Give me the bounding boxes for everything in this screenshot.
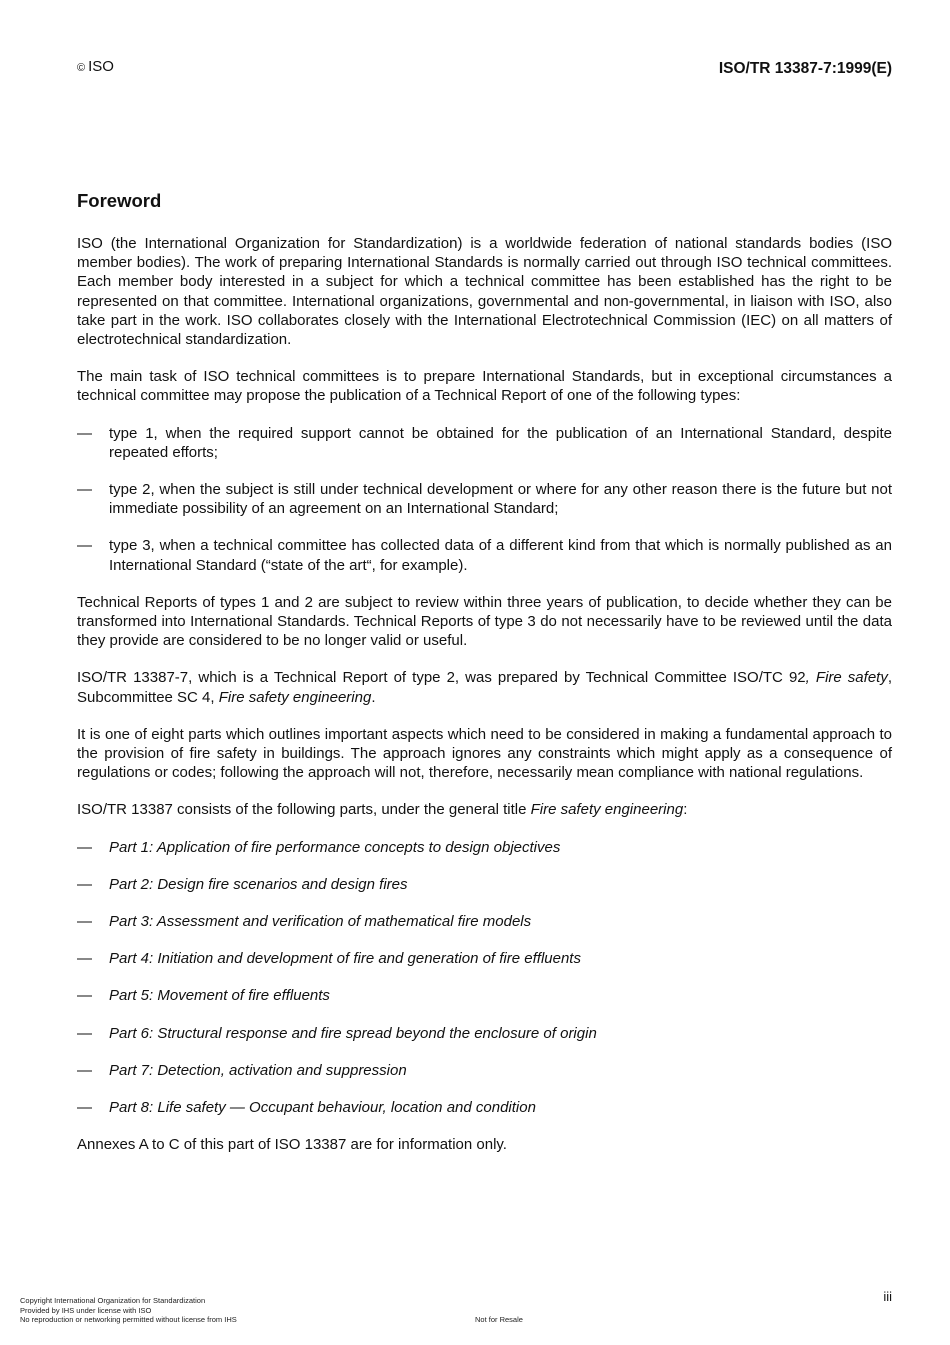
list-item-text: type 3, when a technical committee has collected data of a different kind from that which is normally published as an International Standard (“state of the art“, for example). [109, 537, 892, 574]
dash-bullet: — [77, 1099, 92, 1117]
paragraph-review: Technical Reports of types 1 and 2 are subject to review within three years of publication, to decide whether they can be transformed into International Standards. Technical Reports of type 3 do not necessarily have to be reviewed until the data they provide are considered to be no longer valid or useful. [77, 593, 892, 650]
header-copyright [77, 58, 114, 75]
list-item-part-2 [77, 875, 892, 894]
footer-not-for-resale: Not for Resale [475, 1315, 523, 1324]
list-item-type-3 [77, 536, 892, 574]
paragraph-parts-intro [77, 800, 892, 819]
dash-bullet: — [77, 987, 92, 1005]
period: . [371, 688, 376, 706]
dash-bullet: — [77, 950, 92, 968]
list-item-type-2 [77, 480, 892, 518]
list-item-type-1 [77, 424, 892, 462]
list-item-text: Part 5: Movement of fire effluents [109, 987, 330, 1005]
list-item-text: type 1, when the required support cannot be obtained for the publication of an International Standard, despite repeated efforts; [109, 424, 892, 461]
list-item-part-6 [77, 1024, 892, 1043]
subcommittee-title: Fire safety engineering [218, 688, 372, 706]
paragraph-intro: ISO (the International Organization for Standardization) is a worldwide federation of national standards bodies (ISO member bodies). The work of preparing International Standards is normally carried out through ISO technical committees. Each member body interested in a subject for which a technical committee has been established has the right to be represented on that committee. International organizations, governmental and non-governmental, in liaison with ISO, also take part in the work. ISO collaborates closely with the International Electrotechnical Commission (IEC) on all matters of electrotechnical standardization. [77, 235, 892, 349]
general-title: Fire safety engineering [530, 801, 684, 819]
prepared-by-text: ISO/TR 13387-7, which is a Technical Report of type 2, was prepared by Technical Committee ISO/TC 92 [77, 669, 806, 687]
foreword-body [77, 234, 892, 1173]
paragraph-scope: It is one of eight parts which outlines important aspects which need to be considered in making a fundamental approach to the provision of fire safety in buildings. The approach ignores any constraints which might apply as a consequence of regulations or codes; following the approach will not, therefore, necessarily mean compliance with national regulations. [77, 725, 892, 782]
dash-bullet: — [77, 1061, 92, 1079]
footer-line: Copyright International Organization for Standardization [20, 1296, 206, 1305]
list-item-text: Part 1: Application of fire performance concepts to design objectives [109, 838, 561, 856]
footer-license [20, 1296, 237, 1325]
committee-title: , Fire safety [805, 669, 888, 687]
list-item-text: Part 2: Design fire scenarios and design fires [109, 875, 408, 893]
paragraph-prepared-by [77, 668, 892, 706]
footer-line: No reproduction or networking permitted without license from IHS [20, 1315, 237, 1324]
dash-bullet: — [77, 838, 92, 856]
list-item-part-1 [77, 838, 892, 857]
footer-line: Provided by IHS under license with ISO [20, 1305, 152, 1315]
list-item-part-4 [77, 949, 892, 968]
dash-bullet: — [77, 913, 92, 931]
dash-bullet: — [77, 537, 92, 555]
list-item-text: Part 8: Life safety — Occupant behaviour, location and condition [109, 1099, 536, 1117]
list-item-text: Part 3: Assessment and verification of mathematical fire models [109, 913, 532, 931]
list-item-text: Part 6: Structural response and fire spread beyond the enclosure of origin [109, 1024, 597, 1042]
list-item-text: Part 4: Initiation and development of fire and generation of fire effluents [109, 950, 581, 968]
subcommittee-text: , Subcommittee SC 4, [77, 669, 893, 706]
paragraph-annexes: Annexes A to C of this part of ISO 13387 are for information only. [77, 1136, 507, 1154]
dash-bullet: — [77, 875, 92, 893]
list-item-part-7 [77, 1061, 892, 1080]
parts-intro-text: ISO/TR 13387 consists of the following parts, under the general title [77, 801, 531, 819]
header-org: ISO [88, 58, 114, 75]
list-item-part-3 [77, 912, 892, 931]
list-item-text: Part 7: Detection, activation and suppression [109, 1061, 407, 1079]
list-item-part-8 [77, 1098, 892, 1117]
copyright-symbol: © [77, 62, 86, 74]
dash-bullet: — [77, 481, 92, 499]
header-doc-id: ISO/TR 13387-7:1999(E) [718, 60, 892, 77]
colon: : [683, 801, 688, 819]
list-item-part-5 [77, 986, 892, 1005]
dash-bullet: — [77, 1024, 92, 1042]
dash-bullet: — [77, 424, 92, 442]
page-number: iii [883, 1289, 892, 1304]
paragraph-main-task: The main task of ISO technical committees is to prepare International Standards, but in exceptional circumstances a technical committee may propose the publication of a Technical Report of one of the following types: [77, 368, 892, 405]
list-item-text: type 2, when the subject is still under technical development or where for any other reason there is the future but not immediate possibility of an agreement on an International Standard; [109, 481, 892, 518]
page-title: Foreword [77, 190, 162, 211]
